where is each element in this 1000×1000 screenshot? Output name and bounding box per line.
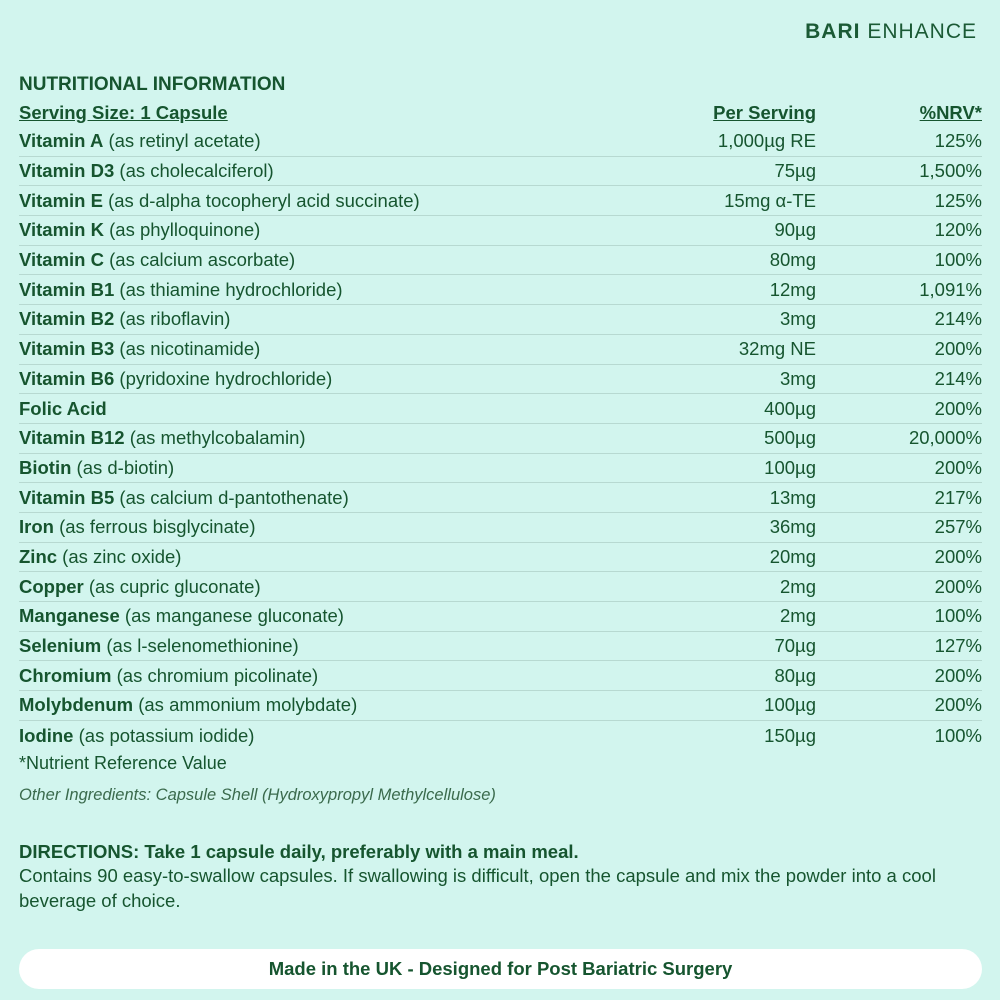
per-serving-value: 150µg [764, 724, 816, 746]
nutrient-source: (as calcium d-pantothenate) [114, 486, 349, 508]
nutrient-name: Copper [19, 575, 84, 597]
per-serving-value: 100µg [764, 456, 816, 478]
nutrient-name: Manganese [19, 605, 120, 627]
table-row [19, 632, 982, 662]
table-row [19, 216, 982, 246]
nutrient-name: Vitamin B5 [19, 486, 115, 508]
per-serving-value: 80mg [769, 249, 816, 271]
table-row [19, 127, 982, 157]
table-row [19, 691, 982, 721]
table-row [19, 365, 982, 395]
nutrient-source: (as zinc oxide) [57, 545, 182, 567]
nrv-value: 200% [934, 664, 982, 686]
nutrient-name-cell [19, 190, 616, 212]
nutrient-table [19, 127, 982, 750]
nutrient-name-cell [19, 694, 616, 716]
per-serving-value: 36mg [769, 516, 816, 538]
per-serving-header: Per Serving [713, 102, 816, 123]
table-row [19, 513, 982, 543]
nutrient-source: (as riboflavin) [114, 308, 231, 330]
nutrient-name-cell [19, 576, 616, 598]
nutrient-source: (pyridoxine hydrochloride) [114, 367, 333, 389]
nutrient-source: (as thiamine hydrochloride) [114, 278, 343, 300]
nutrient-name: Vitamin C [19, 249, 104, 271]
per-serving-value: 500µg [764, 427, 816, 449]
nutrient-name: Selenium [19, 635, 102, 657]
nutrient-name-cell [19, 338, 616, 360]
table-row [19, 483, 982, 513]
nutrient-name-cell [19, 725, 616, 747]
nutrition-panel [19, 71, 982, 913]
nutrient-source: (as retinyl acetate) [103, 130, 261, 152]
per-serving-value: 100µg [764, 694, 816, 716]
nrv-value: 214% [934, 308, 982, 330]
nutrient-name: Biotin [19, 456, 72, 478]
per-serving-value: 32mg NE [738, 338, 816, 360]
nutrient-name: Vitamin B12 [19, 427, 125, 449]
nutrient-name-cell [19, 487, 616, 509]
nutrient-source: (as phylloquinone) [103, 219, 261, 241]
nutrient-name: Folic Acid [19, 397, 107, 419]
nutrient-name-cell [19, 605, 616, 627]
panel-title: NUTRITIONAL INFORMATION [19, 74, 286, 95]
per-serving-value: 90µg [774, 219, 816, 241]
per-serving-value: 80µg [774, 664, 816, 686]
directions-body: Contains 90 easy-to-swallow capsules. If swallowing is difficult, open the capsule and mix the powder into a cool beverage of choice. [19, 865, 936, 912]
table-row [19, 661, 982, 691]
directions-block [19, 841, 982, 913]
footer-text: Made in the UK - Designed for Post Bariatric Surgery [268, 958, 733, 979]
directions-title: DIRECTIONS: Take 1 capsule daily, preferably with a main meal. [19, 841, 579, 863]
nutrient-name-cell [19, 398, 616, 420]
nrv-value: 200% [934, 456, 982, 478]
nutrient-name-cell [19, 130, 616, 152]
nutrient-name: Chromium [19, 664, 112, 686]
nutrient-name-cell [19, 546, 616, 568]
nutrient-source: (as d-biotin) [71, 456, 175, 478]
nutrient-source: (as d-alpha tocopheryl acid succinate) [102, 189, 420, 211]
nutrient-source: (as cupric gluconate) [83, 575, 261, 597]
nutrient-name-cell [19, 427, 616, 449]
nutrient-name: Iron [19, 516, 54, 538]
per-serving-value: 13mg [769, 486, 816, 508]
table-row [19, 721, 982, 751]
nutrient-name-cell [19, 368, 616, 390]
nrv-value: 200% [934, 694, 982, 716]
nutrient-name: Vitamin B6 [19, 367, 115, 389]
nrv-value: 200% [934, 338, 982, 360]
table-row [19, 275, 982, 305]
nutrient-source: (as calcium ascorbate) [103, 249, 296, 271]
per-serving-value: 1,000µg RE [717, 130, 816, 152]
nutrient-source: (as l-selenomethionine) [101, 635, 299, 657]
per-serving-value: 75µg [774, 160, 816, 182]
nrv-value: 100% [934, 605, 982, 627]
serving-size-header: Serving Size: 1 Capsule [19, 102, 228, 123]
nutrient-name: Vitamin D3 [19, 160, 115, 182]
nrv-value: 1,500% [919, 160, 982, 182]
nutrient-source: (as chromium picolinate) [111, 664, 319, 686]
nrv-value: 214% [934, 367, 982, 389]
nutrient-name-cell [19, 249, 616, 271]
nutrient-name-cell [19, 635, 616, 657]
per-serving-value: 3mg [780, 367, 816, 389]
nutrient-name: Iodine [19, 724, 74, 746]
nrv-value: 200% [934, 397, 982, 419]
table-row [19, 424, 982, 454]
nutrient-name-cell [19, 665, 616, 687]
table-row [19, 186, 982, 216]
table-row [19, 572, 982, 602]
nutrient-source: (as nicotinamide) [114, 338, 261, 360]
nutrient-name: Vitamin B2 [19, 308, 115, 330]
other-ingredients: Other Ingredients: Capsule Shell (Hydroxypropyl Methylcellulose) [19, 786, 496, 805]
per-serving-value: 3mg [780, 308, 816, 330]
brand-bold: BARI [805, 20, 861, 43]
nrv-footnote: *Nutrient Reference Value [19, 753, 227, 774]
nutrient-name-cell [19, 279, 616, 301]
table-row [19, 543, 982, 573]
table-header [19, 99, 982, 127]
nrv-value: 100% [934, 724, 982, 746]
nrv-value: 1,091% [919, 278, 982, 300]
nrv-value: 200% [934, 545, 982, 567]
brand-rest: ENHANCE [867, 20, 977, 43]
nutrient-source: (as potassium iodide) [73, 724, 255, 746]
table-row [19, 335, 982, 365]
per-serving-value: 70µg [774, 635, 816, 657]
table-row [19, 394, 982, 424]
nutrient-name-cell [19, 219, 616, 241]
nrv-value: 20,000% [908, 427, 982, 449]
nrv-value: 100% [934, 249, 982, 271]
per-serving-value: 12mg [769, 278, 816, 300]
nrv-value: 217% [934, 486, 982, 508]
nrv-header: %NRV* [919, 102, 982, 123]
table-row [19, 246, 982, 276]
table-row [19, 305, 982, 335]
nrv-value: 127% [934, 635, 982, 657]
brand-logo [805, 20, 977, 44]
nutrient-name: Vitamin A [19, 130, 104, 152]
nrv-value: 120% [934, 219, 982, 241]
nutrient-name-cell [19, 516, 616, 538]
nrv-value: 200% [934, 575, 982, 597]
nutrient-name: Vitamin B1 [19, 278, 115, 300]
table-row [19, 602, 982, 632]
nutrient-name-cell [19, 457, 616, 479]
footer-banner [19, 949, 982, 989]
per-serving-value: 2mg [780, 575, 816, 597]
nutrient-source: (as methylcobalamin) [124, 427, 306, 449]
nutrient-name: Vitamin K [19, 219, 104, 241]
per-serving-value: 2mg [780, 605, 816, 627]
nutrient-name: Vitamin E [19, 189, 103, 211]
per-serving-value: 15mg α-TE [724, 189, 816, 211]
table-row [19, 454, 982, 484]
nutrient-name: Zinc [19, 545, 58, 567]
nutrient-source: (as ammonium molybdate) [133, 694, 358, 716]
nrv-value: 125% [934, 130, 982, 152]
per-serving-value: 400µg [764, 397, 816, 419]
nrv-value: 257% [934, 516, 982, 538]
nutrient-name-cell [19, 308, 616, 330]
nutrient-name: Vitamin B3 [19, 338, 115, 360]
per-serving-value: 20mg [769, 545, 816, 567]
nutrient-name: Molybdenum [19, 694, 134, 716]
nutrient-source: (as manganese gluconate) [119, 605, 344, 627]
nrv-value: 125% [934, 189, 982, 211]
table-row [19, 157, 982, 187]
nutrient-name-cell [19, 160, 616, 182]
nutrient-source: (as cholecalciferol) [114, 160, 274, 182]
nutrient-source: (as ferrous bisglycinate) [53, 516, 256, 538]
